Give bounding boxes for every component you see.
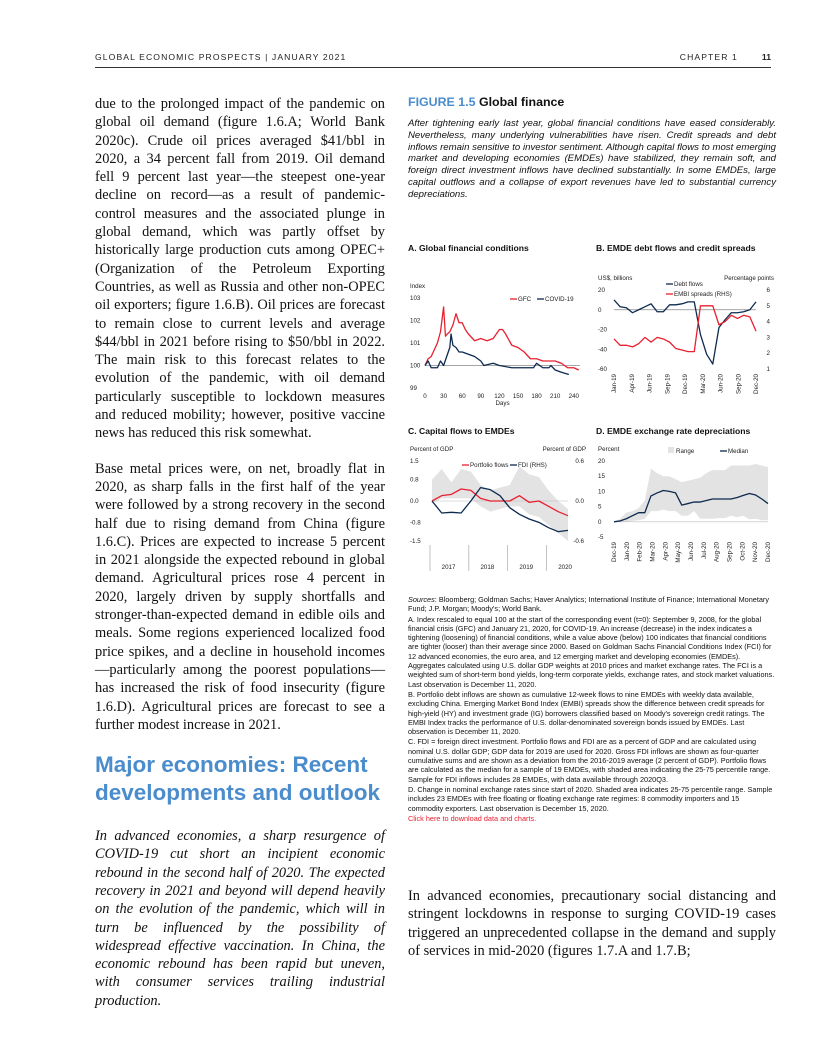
paragraph-metals: Base metal prices were, on net, broadly flat in 2020, as sharp falls in the first half of the year were followed by a strong recovery in the second half due to rising demand from China (figure 1.6.C). Prices are expected to increase 5 percent in 2021 alongside the expected rebound in global demand. Agricultural prices rose 4 percent in 2020, largely driven by supply shortfalls and stronger-than-expected demand in edible oils and meals. Some regions experienced localized food price spikes, and a decline in household incomes—particularly among the poorest populations—has increased the risk of food insecurity (figure 1.6.D). Agricultural prices are forecast to see a further modest increase in 2021.: [95, 460, 385, 733]
x-tick-label: Dec-20: [753, 374, 760, 394]
y-tick-label: 0.8: [410, 476, 419, 484]
running-header: [95, 52, 771, 66]
legend-label: EMBI spreads (RHS): [674, 291, 732, 298]
y-tick-label: -60: [598, 366, 607, 373]
chart-c-plot: [408, 437, 588, 587]
y-axis-label: Percent: [598, 446, 620, 453]
legend-swatch: [668, 447, 674, 453]
legend-label: Portfolio flows: [470, 462, 509, 469]
x-tick-label: 240: [568, 393, 579, 400]
y2-tick-label: 2: [766, 350, 770, 358]
legend-label: Debt flows: [674, 281, 703, 288]
x-tick-label: 210: [550, 393, 561, 400]
figure-number: FIGURE 1.5: [408, 95, 476, 109]
chart-c: [408, 426, 588, 587]
x-tick-label: Mar-20: [649, 542, 657, 562]
y2-tick-label: 4: [766, 318, 770, 326]
chart-a: [408, 243, 588, 414]
y-tick-label: -20: [598, 326, 607, 334]
x-tick-label: 60: [458, 393, 466, 400]
y-tick-label: 20: [598, 458, 605, 465]
y-tick-label: 0: [598, 518, 602, 526]
x-tick-label: Dec-19: [611, 542, 618, 562]
legend-label: GFC: [518, 296, 532, 303]
left-column: [95, 95, 385, 1027]
x-tick-label: Feb-20: [636, 542, 644, 562]
x-tick-label: 90: [477, 393, 485, 400]
paragraph-advanced-economies: In advanced economies, precautionary social distancing and stringent lockdowns in response to surging COVID-19 cases triggered an unprecedented collapse in the demand and supply of services in mid-2020 (figures 1.7.A and 1.7.B;: [408, 888, 776, 959]
y-tick-label: 99: [410, 385, 417, 392]
x-tick-label: Jul-20: [700, 542, 708, 559]
figure-summary: After tightening early last year, global financial conditions have eased considerably. Nevertheless, many underlying vulnerabilities have risen. Credit spreads and debt inflows remain sensitive to investor sentiment. Although capital flows to most emerging market and developing economies (EMDEs) have stabilized, they remain soft, and foreign direct investment inflows have declined substantially. In some EMDEs, large capital outflows and a collapse of export revenues have led to substantial currency depreciations.: [408, 118, 776, 200]
x-tick-label: Apr-20: [662, 542, 670, 561]
y-axis-label: Percent of GDP: [410, 446, 454, 453]
download-data-link[interactable]: Click here to download data and charts.: [408, 813, 537, 823]
paragraph-oil: due to the prolonged impact of the pandemic on global oil demand (figure 1.6.A; World Bank 2020c). Crude oil prices averaged $41/bbl in 2020, a 34 percent fall from 2019. Oil demand fell 9 percent last year—the steepest one-year decline on record—as a result of pandemic-control measures and the associated plunge in global demand, which was partly offset by historically large production cuts among OPEC+ (Organization of the Petroleum Exporting Countries, as well as Russia and other non-OPEC oil exporters; figure 1.6.B). Oil prices are forecast to remain close to current levels and average $44/bbl in 2021 before rising to $50/bbl in 2022. The main risk to this forecast relates to the evolution of the pandemic, with oil demand particularly susceptible to lockdown measures and reduced mobility; however, positive vaccine news has reduced this risk somewhat.: [95, 96, 385, 442]
y-tick-label: -5: [598, 534, 604, 541]
publication-title: GLOBAL ECONOMIC PROSPECTS | JANUARY 2021: [95, 52, 347, 62]
x-tick-label: Oct-20: [739, 542, 747, 561]
series-line-covid-19: [425, 334, 569, 375]
chart-b: [596, 243, 776, 403]
y-tick-label: 103: [410, 295, 421, 302]
x-tick-label: Jun-20: [688, 542, 695, 561]
x-tick-label: 2020: [558, 564, 572, 571]
y-tick-label: -40: [598, 346, 607, 354]
x-tick-label: 120: [494, 393, 505, 400]
y2-axis-label: Percent of GDP: [542, 446, 586, 453]
x-axis-label: Days: [495, 400, 510, 407]
x-tick-label: Sep-19: [664, 374, 672, 394]
header-rule: [95, 67, 771, 68]
y2-tick-label: 3: [766, 334, 770, 342]
y-axis-label: US$, billions: [598, 275, 633, 282]
legend-label: COVID-19: [545, 296, 574, 303]
x-tick-label: Nov-20: [752, 542, 760, 562]
note-a: A. Index rescaled to equal 100 at the start of the corresponding event (t=0): September 9, 2008, for the global financial crisis (GFC) and January 21, 2020, for COVID-19. An increase (decrease) in the index indicates a tightening (loosening) of financial conditions, while a value above (below) 100 indicates that financial conditions are tighter (looser) than their average since 2000. Based on Goldman Sachs Financial Conditions Index (FCI) for 12 advanced economies, the euro area, and 12 emerging market and developing economies (EMDEs). Aggregates calculated using U.S. dollar GDP weights at 2010 prices and market exchange rates. The FCI is a weighted sum of short-term bond yields, long-term corporate yields, exchange rates, and stock market valuations. Last observation is December 11, 2020.: [408, 614, 775, 689]
note-d: D. Change in nominal exchange rates since start of 2020. Shaded area indicates 25-75 percentile range. Sample includes 23 EMDEs with free floating or floating exchange rate regimes: 8 commodity importers and 15 commodity exporters. Last observation is December 15, 2020.: [408, 784, 773, 813]
legend-label: FDI (RHS): [518, 462, 547, 469]
x-tick-label: Jun-19: [646, 374, 654, 393]
x-tick-label: 0: [423, 393, 427, 400]
chart-title: D. EMDE exchange rate depreciations: [596, 426, 751, 436]
sources-text: : Bloomberg; Goldman Sachs; Haver Analytics; International Institute of Finance; International Monetary Fund; J.P. Morgan; Moody's; World Bank.: [408, 595, 769, 614]
x-tick-label: Aug-20: [713, 542, 721, 562]
legend-label: Median: [728, 448, 749, 455]
figure-notes: [408, 595, 776, 824]
y-tick-label: 10: [598, 488, 605, 496]
y-tick-label: 0.0: [410, 498, 419, 505]
figure-name: Global finance: [478, 95, 565, 109]
chart-title: C. Capital flows to EMDEs: [408, 426, 515, 436]
x-tick-label: 2018: [480, 564, 495, 571]
y2-tick-label: 5: [766, 302, 770, 310]
x-tick-label: Dec-20: [765, 542, 772, 562]
x-tick-label: 30: [440, 393, 448, 400]
series-line-gfc: [425, 307, 579, 370]
x-tick-label: Dec-19: [682, 374, 689, 394]
x-tick-label: Sep-20: [726, 542, 734, 562]
x-tick-label: Apr-19: [628, 374, 636, 393]
sources-label: Sources: [408, 595, 435, 604]
x-tick-label: Jan-20: [623, 542, 631, 561]
chart-title: B. EMDE debt flows and credit spreads: [596, 243, 756, 253]
y2-tick-label: 0.0: [575, 498, 584, 505]
y-tick-label: 0: [598, 306, 602, 314]
chart-d: [596, 426, 776, 587]
y-tick-label: 5: [598, 503, 602, 511]
y2-axis-label: Percentage points: [724, 275, 774, 282]
chart-a-plot: [408, 254, 588, 414]
y-tick-label: 15: [598, 473, 605, 481]
x-tick-label: Jun-20: [717, 374, 725, 393]
y-tick-label: -1.5: [410, 538, 421, 545]
y-tick-label: 20: [598, 287, 605, 294]
chapter-label: CHAPTER 1: [679, 52, 738, 62]
note-b: B. Portfolio debt inflows are shown as cumulative 12-week flows to nine EMDEs with weekly data available, excluding China. Emerging Market Bond Index (EMBI) spreads show the difference between credit spreads for high-yield (HY) and investment grade (IG) borrowers classified based on Moody's sovereign credit ratings. The EMBI Index tracks the performance of U.S. dollar-denominated sovereign bonds issued by EMDEs. Last observation is December 11, 2020.: [408, 689, 765, 737]
section-heading: Major economies: Recent developments and outlook: [95, 752, 381, 806]
legend-label: Range: [676, 448, 695, 455]
x-tick-label: 2017: [441, 564, 456, 571]
chart-d-plot: [596, 437, 776, 587]
y-axis-label: Index: [410, 283, 426, 290]
y2-tick-label: 0.6: [575, 458, 584, 465]
x-tick-label: Mar-20: [699, 374, 707, 394]
figure-box: [408, 95, 776, 201]
range-band: [432, 466, 568, 541]
note-c: C. FDI = foreign direct investment. Portfolio flows and FDI are as a percent of GDP and are calculated using nominal U.S. dollar GDP; GDP data for 2019 are used for 2020. Gross FDI inflows are shown as four-quarter cumulative sums and are shown as a deviation from the 2016-2019 average (2 percent of GDP). Portfolio flows are calculated as the median for a sample of 19 EMDEs, with shaded area indicating the 25-75 percentile range. Sample for FDI inflows includes 28 EMDEs, with data available through 2020Q3.: [408, 737, 771, 784]
page-number: 11: [761, 52, 771, 62]
x-tick-label: 150: [512, 393, 524, 400]
x-tick-label: 2019: [519, 564, 534, 571]
y2-tick-label: -0.6: [573, 538, 584, 545]
y-tick-label: 1.5: [410, 458, 419, 465]
chart-title: A. Global financial conditions: [408, 243, 529, 253]
chart-b-plot: [596, 254, 776, 403]
x-tick-label: 180: [531, 393, 542, 400]
y2-tick-label: 1: [766, 366, 770, 373]
y-tick-label: 101: [410, 340, 421, 347]
y2-tick-label: 6: [766, 287, 770, 294]
y-tick-label: 100: [410, 362, 421, 370]
y-tick-label: -0.8: [410, 519, 421, 527]
y-tick-label: 102: [410, 317, 421, 325]
x-tick-label: Sep-20: [735, 374, 743, 394]
section-intro: In advanced economies, a sharp resurgence of COVID-19 cut short an incipient economic rebound in the second half of 2020. The expected recovery in 2021 and beyond will depend heavily on the evolution of the pandemic, which will in turn be influenced by the possibility of widespread effective vaccination. In China, the economic rebound has been rapid but uneven, with consumer services trailing industrial production.: [95, 828, 385, 1009]
x-tick-label: May-20: [675, 542, 683, 563]
x-tick-label: Jan-19: [611, 374, 618, 393]
figure-title: [408, 95, 776, 109]
